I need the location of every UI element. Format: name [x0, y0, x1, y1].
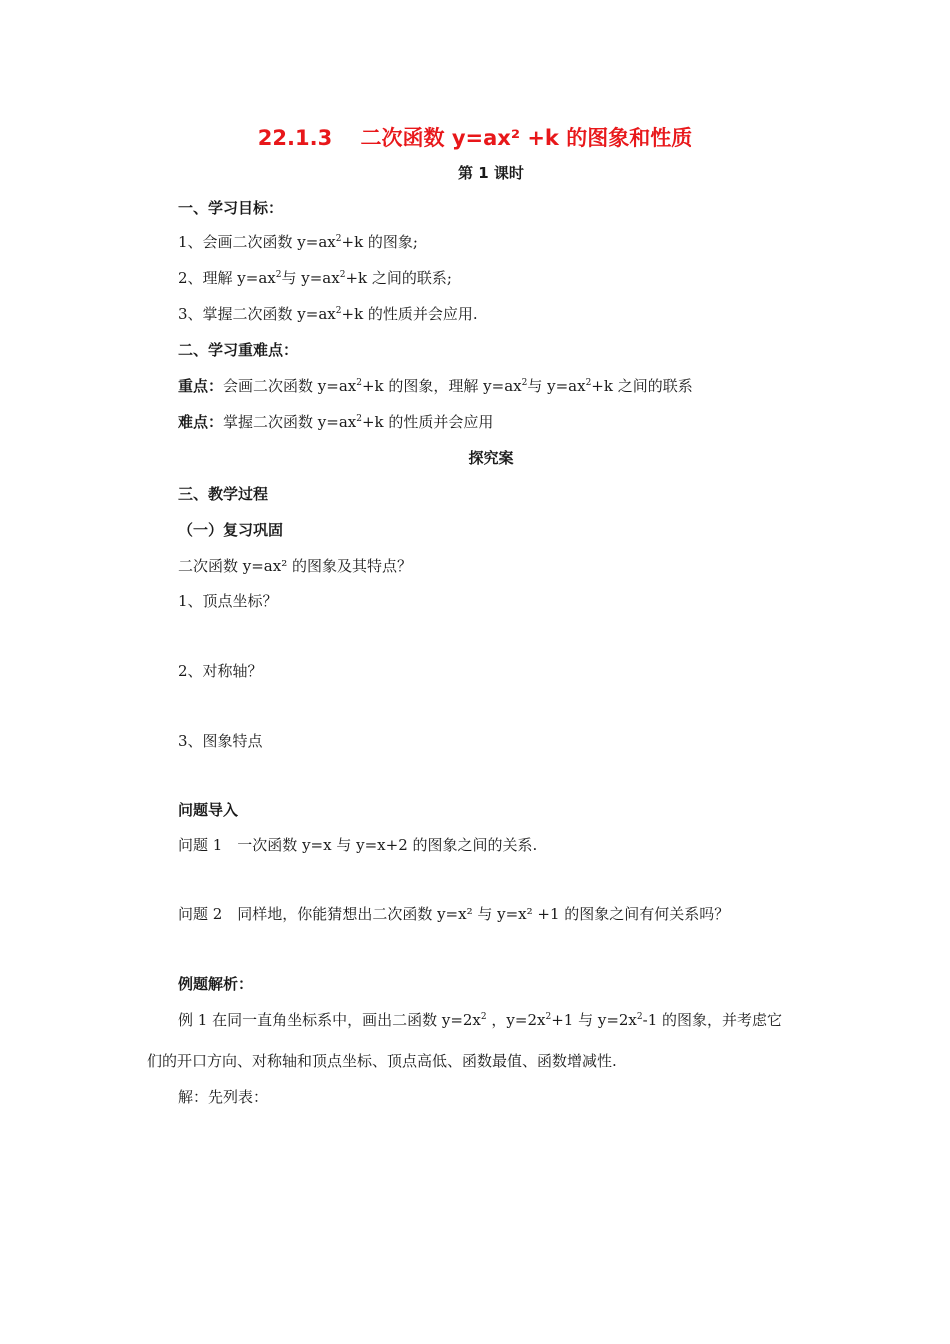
- section2-heading: 二、学习重难点：: [178, 341, 299, 359]
- section3-heading: 三、教学过程: [178, 485, 269, 503]
- intro-heading: 问题导入: [178, 801, 239, 819]
- objective-3: 3、掌握二次函数 $y=ax^2+k$ 的性质并会应用.: [178, 305, 478, 323]
- section1-heading: 一、学习目标：: [178, 199, 284, 217]
- difficult-point: 难点：掌握二次函数 $y=ax^2+k$ 的性质并会应用: [178, 413, 494, 431]
- difficult-point-label: 难点：: [178, 413, 224, 431]
- question-2: 问题 2 同样地，你能猜想出二次函数 y=x² 与 y=x² +1 的图象之间有何关系吗？: [178, 905, 730, 923]
- example-line-1: 例 1 在同一直角坐标系中，画出二函数 $y=2x^2$ ，$y=2x^2+1$ 与 $y=2x^2-1$ 的图象，并考虑它: [178, 1011, 783, 1029]
- review-item-axis: 2、对称轴？: [178, 662, 263, 680]
- objective-1: 1、会画二次函数 $y=ax^2+k$ 的图象;: [178, 233, 418, 251]
- explore-title: 探究案: [468, 449, 514, 467]
- review-heading: （一）复习巩固: [178, 521, 284, 539]
- document-title: 22.1.3 二次函数 y=ax² +k 的图象和性质: [257, 126, 693, 150]
- lesson-subtitle: 第 1 课时: [458, 164, 524, 182]
- example-heading: 例题解析：: [178, 975, 254, 993]
- objective-2: 2、理解 $y=ax^2$与 $y=ax^2+k$ 之间的联系;: [178, 269, 452, 287]
- solution-start: 解：先列表：: [178, 1088, 269, 1106]
- question-1: 问题 1 一次函数 y=x 与 y=x+2 的图象之间的关系.: [178, 836, 538, 854]
- key-point: 重点：会画二次函数 $y=ax^2+k$ 的图象，理解 $y=ax^2$与 $y=ax^2+k$ 之间的联系: [178, 377, 693, 395]
- key-point-label: 重点：: [178, 377, 224, 395]
- review-item-features: 3、图象特点: [178, 732, 263, 750]
- review-item-vertex: 1、顶点坐标？: [178, 592, 278, 610]
- review-question: 二次函数 y=ax² 的图象及其特点？: [178, 557, 412, 575]
- example-line-2: 们的开口方向、对称轴和顶点坐标、顶点高低、函数最值、函数增减性.: [147, 1052, 617, 1070]
